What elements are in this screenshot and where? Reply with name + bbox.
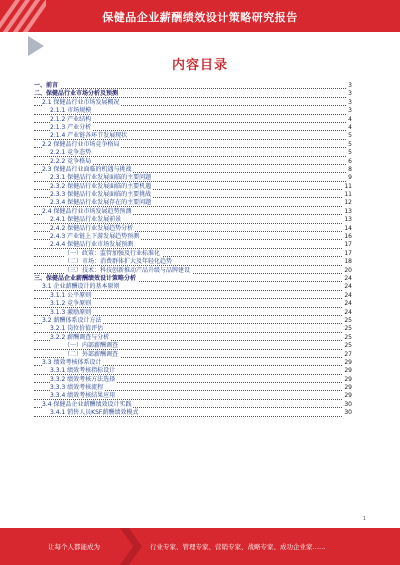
toc-entry[interactable]	[34, 141, 352, 149]
toc-entry-text: （一）内部薪酬调查	[64, 342, 119, 350]
toc-entry[interactable]	[34, 292, 352, 300]
toc-heading: 内容目录	[171, 58, 228, 73]
toc-entry-text: 2.3.4 保健品行业发展存在的主要问题	[50, 199, 152, 207]
toc-page-number: 24	[344, 291, 352, 299]
toc-page-number: 5	[348, 140, 352, 148]
toc-page-number: 24	[344, 308, 352, 316]
toc-entry-text: 2.3.2 保健品行业发展面临的主要机遇	[50, 182, 152, 190]
toc-entry-text: （二）外部薪酬调查	[64, 350, 119, 358]
toc-entry-text: 2.2 保健品行业市场竞争格局	[42, 140, 120, 148]
toc-page-number: 3	[348, 82, 352, 89]
toc-entry-text: 3.3.4 绩效考核结果应用	[50, 392, 116, 400]
toc-entry[interactable]	[34, 225, 352, 233]
toc-page-number: 17	[344, 241, 352, 249]
toc-entry-text: 2.2.1 竞争态势	[50, 149, 92, 157]
toc-entry[interactable]	[34, 309, 352, 317]
toc-entry[interactable]	[34, 116, 352, 124]
toc-entry-text: 3.3.1 绩效考核指标设计	[50, 367, 116, 375]
toc-entry-text: 3.4.1 销售人员KSF薪酬绩效模式	[50, 409, 139, 417]
toc-entry-text: 2.1.4 产业链各环节发展现状	[50, 132, 128, 140]
toc-entry-text: 2.4.1 保健品行业发展前景	[50, 216, 122, 224]
toc-entry[interactable]	[34, 149, 352, 157]
toc-entry-text: 2.4.3 产业链上下游发展趋势预测	[50, 233, 140, 241]
chevron-right-icon	[120, 528, 142, 565]
toc-page-number: 3	[348, 107, 352, 115]
toc-entry-text: 2.2.2 竞争格局	[50, 157, 92, 165]
toc-page-number: 30	[344, 409, 352, 417]
toc-entry[interactable]	[34, 300, 352, 308]
toc-entry-text: 2.3.3 保健品行业发展面临的主要挑战	[50, 191, 152, 199]
toc-page-number: 4	[348, 115, 352, 123]
toc-entry-text: 2.3 保健品行业面临的机遇与挑战	[42, 165, 132, 173]
toc-entry-text: 一、前言	[34, 82, 59, 89]
toc-page-number: 3	[348, 90, 352, 98]
toc-dot-leader	[34, 206, 346, 207]
toc-entry[interactable]	[34, 367, 352, 375]
toc-entry-text: 二、保健品行业市场分析及预测	[34, 90, 119, 98]
toc-entry-text: 3.1.3 激励原则	[50, 308, 92, 316]
footer-slogan-left: 让每个人都能成为	[48, 543, 100, 551]
toc-page-number: 8	[348, 165, 352, 173]
triangle-marker-icon	[28, 36, 44, 56]
toc-page-number: 13	[344, 207, 352, 215]
toc-entry[interactable]	[34, 174, 352, 182]
footer-banner	[0, 528, 400, 565]
toc-entry-text: 三、保健品企业薪酬绩效设计策略分析	[34, 274, 137, 282]
page-number: 1	[362, 516, 366, 522]
report-title: 保健品企业薪酬绩效设计策略研究报告	[102, 11, 298, 24]
toc-page-number: 25	[344, 342, 352, 350]
toc-entry-text: 2.4.2 保健品行业发展趋势分析	[50, 224, 134, 232]
toc-page-number: 24	[344, 283, 352, 291]
toc-page-number: 11	[344, 182, 352, 190]
toc-page-number: 14	[344, 224, 352, 232]
toc-page-number: 25	[344, 325, 352, 333]
toc-page-number: 11	[344, 191, 352, 199]
toc-page-number: 16	[344, 233, 352, 241]
toc-page-number: 25	[344, 333, 352, 341]
toc-entry[interactable]	[34, 376, 352, 384]
toc-entry-text: 3.3 绩效考核体系设计	[42, 358, 102, 366]
toc-entry-text: 3.4 保健品企业薪酬绩效设计实践	[42, 400, 132, 408]
toc-page-number: 6	[348, 157, 352, 165]
toc-entry-text: 3.3.2 绩效考核方法选择	[50, 375, 116, 383]
toc-entry[interactable]	[34, 392, 352, 400]
toc-entry-text: 2.4 保健品行业市场发展趋势预测	[42, 207, 132, 215]
toc-entry[interactable]	[34, 183, 352, 191]
toc-entry-text: 3.2 薪酬体系设计方法	[42, 316, 102, 324]
toc-page-number: 18	[344, 258, 352, 266]
toc-entry-text: 3.3.3 绩效考核流程	[50, 384, 104, 392]
toc-entry[interactable]	[34, 250, 352, 258]
toc-entry-text: 3.1.1 公平原则	[50, 291, 92, 299]
toc-entry[interactable]	[34, 283, 352, 291]
toc-page-number: 29	[344, 375, 352, 383]
toc-entry-text: （三）技术：科技创新推动产品升级与品牌建设	[64, 266, 191, 274]
toc-entry-text: 2.1 保健品行业市场发展概况	[42, 98, 120, 106]
toc-entry[interactable]	[34, 99, 352, 107]
toc-entry-text: 2.1.2 产业结构	[50, 115, 92, 123]
footer-slogan-right: 行业专家、管理专家、营销专家、战略专家、成功企业家……	[150, 543, 326, 551]
toc-page-number: 17	[344, 249, 352, 257]
toc-entry[interactable]	[34, 334, 352, 342]
toc-page-number: 25	[344, 316, 352, 324]
toc-entry-text: （二）市场：消费群体扩大及年轻化趋势	[64, 258, 173, 266]
toc-page-number: 12	[344, 199, 352, 207]
toc-entry-text: （一）政策：监管加强及行业标准化	[64, 249, 161, 257]
toc-entry[interactable]	[34, 325, 352, 333]
toc-page-number: 29	[344, 384, 352, 392]
toc-page-number: 13	[344, 216, 352, 224]
toc-entry-text: 3.1 企业薪酬设计的基本原则	[42, 283, 120, 291]
toc-page-number: 29	[344, 358, 352, 366]
toc-entry[interactable]	[34, 401, 352, 409]
toc-page-number: 5	[348, 132, 352, 140]
toc-page-number: 4	[348, 123, 352, 131]
toc-page-number: 24	[344, 274, 352, 282]
toc-entry-text: 2.1.1 市场规模	[50, 107, 92, 115]
toc-entry[interactable]	[34, 208, 352, 216]
toc-page-number: 3	[348, 98, 352, 106]
table-of-contents	[34, 82, 352, 418]
toc-entry[interactable]	[34, 258, 352, 266]
toc-entry[interactable]	[34, 132, 352, 140]
toc-page-number: 24	[344, 300, 352, 308]
toc-entry-text: 2.4.4 保健品行业市场发展预测	[50, 241, 134, 249]
toc-page-number: 5	[348, 149, 352, 157]
toc-entry-text: 3.2.2 薪酬调查与分析	[50, 333, 110, 341]
toc-entry[interactable]	[34, 342, 352, 350]
toc-page-number: 20	[344, 266, 352, 274]
toc-page-number: 29	[344, 367, 352, 375]
toc-entry[interactable]	[34, 216, 352, 224]
toc-entry[interactable]	[34, 107, 352, 115]
toc-page-number: 9	[348, 174, 352, 182]
toc-entry[interactable]	[34, 158, 352, 166]
toc-entry[interactable]	[34, 267, 352, 275]
report-header	[0, 0, 400, 32]
toc-entry-text: 3.1.2 竞争原则	[50, 300, 92, 308]
toc-entry[interactable]	[34, 199, 352, 207]
toc-entry[interactable]	[34, 351, 352, 359]
toc-entry[interactable]	[34, 90, 352, 98]
toc-page-number: 27	[344, 350, 352, 358]
toc-entry-text: 2.3.1 保健品行业发展面临的主要问题	[50, 174, 152, 182]
toc-entry[interactable]	[34, 241, 352, 249]
toc-entry-text: 2.1.3 产业分析	[50, 123, 92, 131]
toc-page-number: 29	[344, 392, 352, 400]
toc-page-number: 30	[344, 400, 352, 408]
toc-entry[interactable]	[34, 409, 352, 417]
toc-entry-text: 3.2.1 岗位价值评估	[50, 325, 104, 333]
